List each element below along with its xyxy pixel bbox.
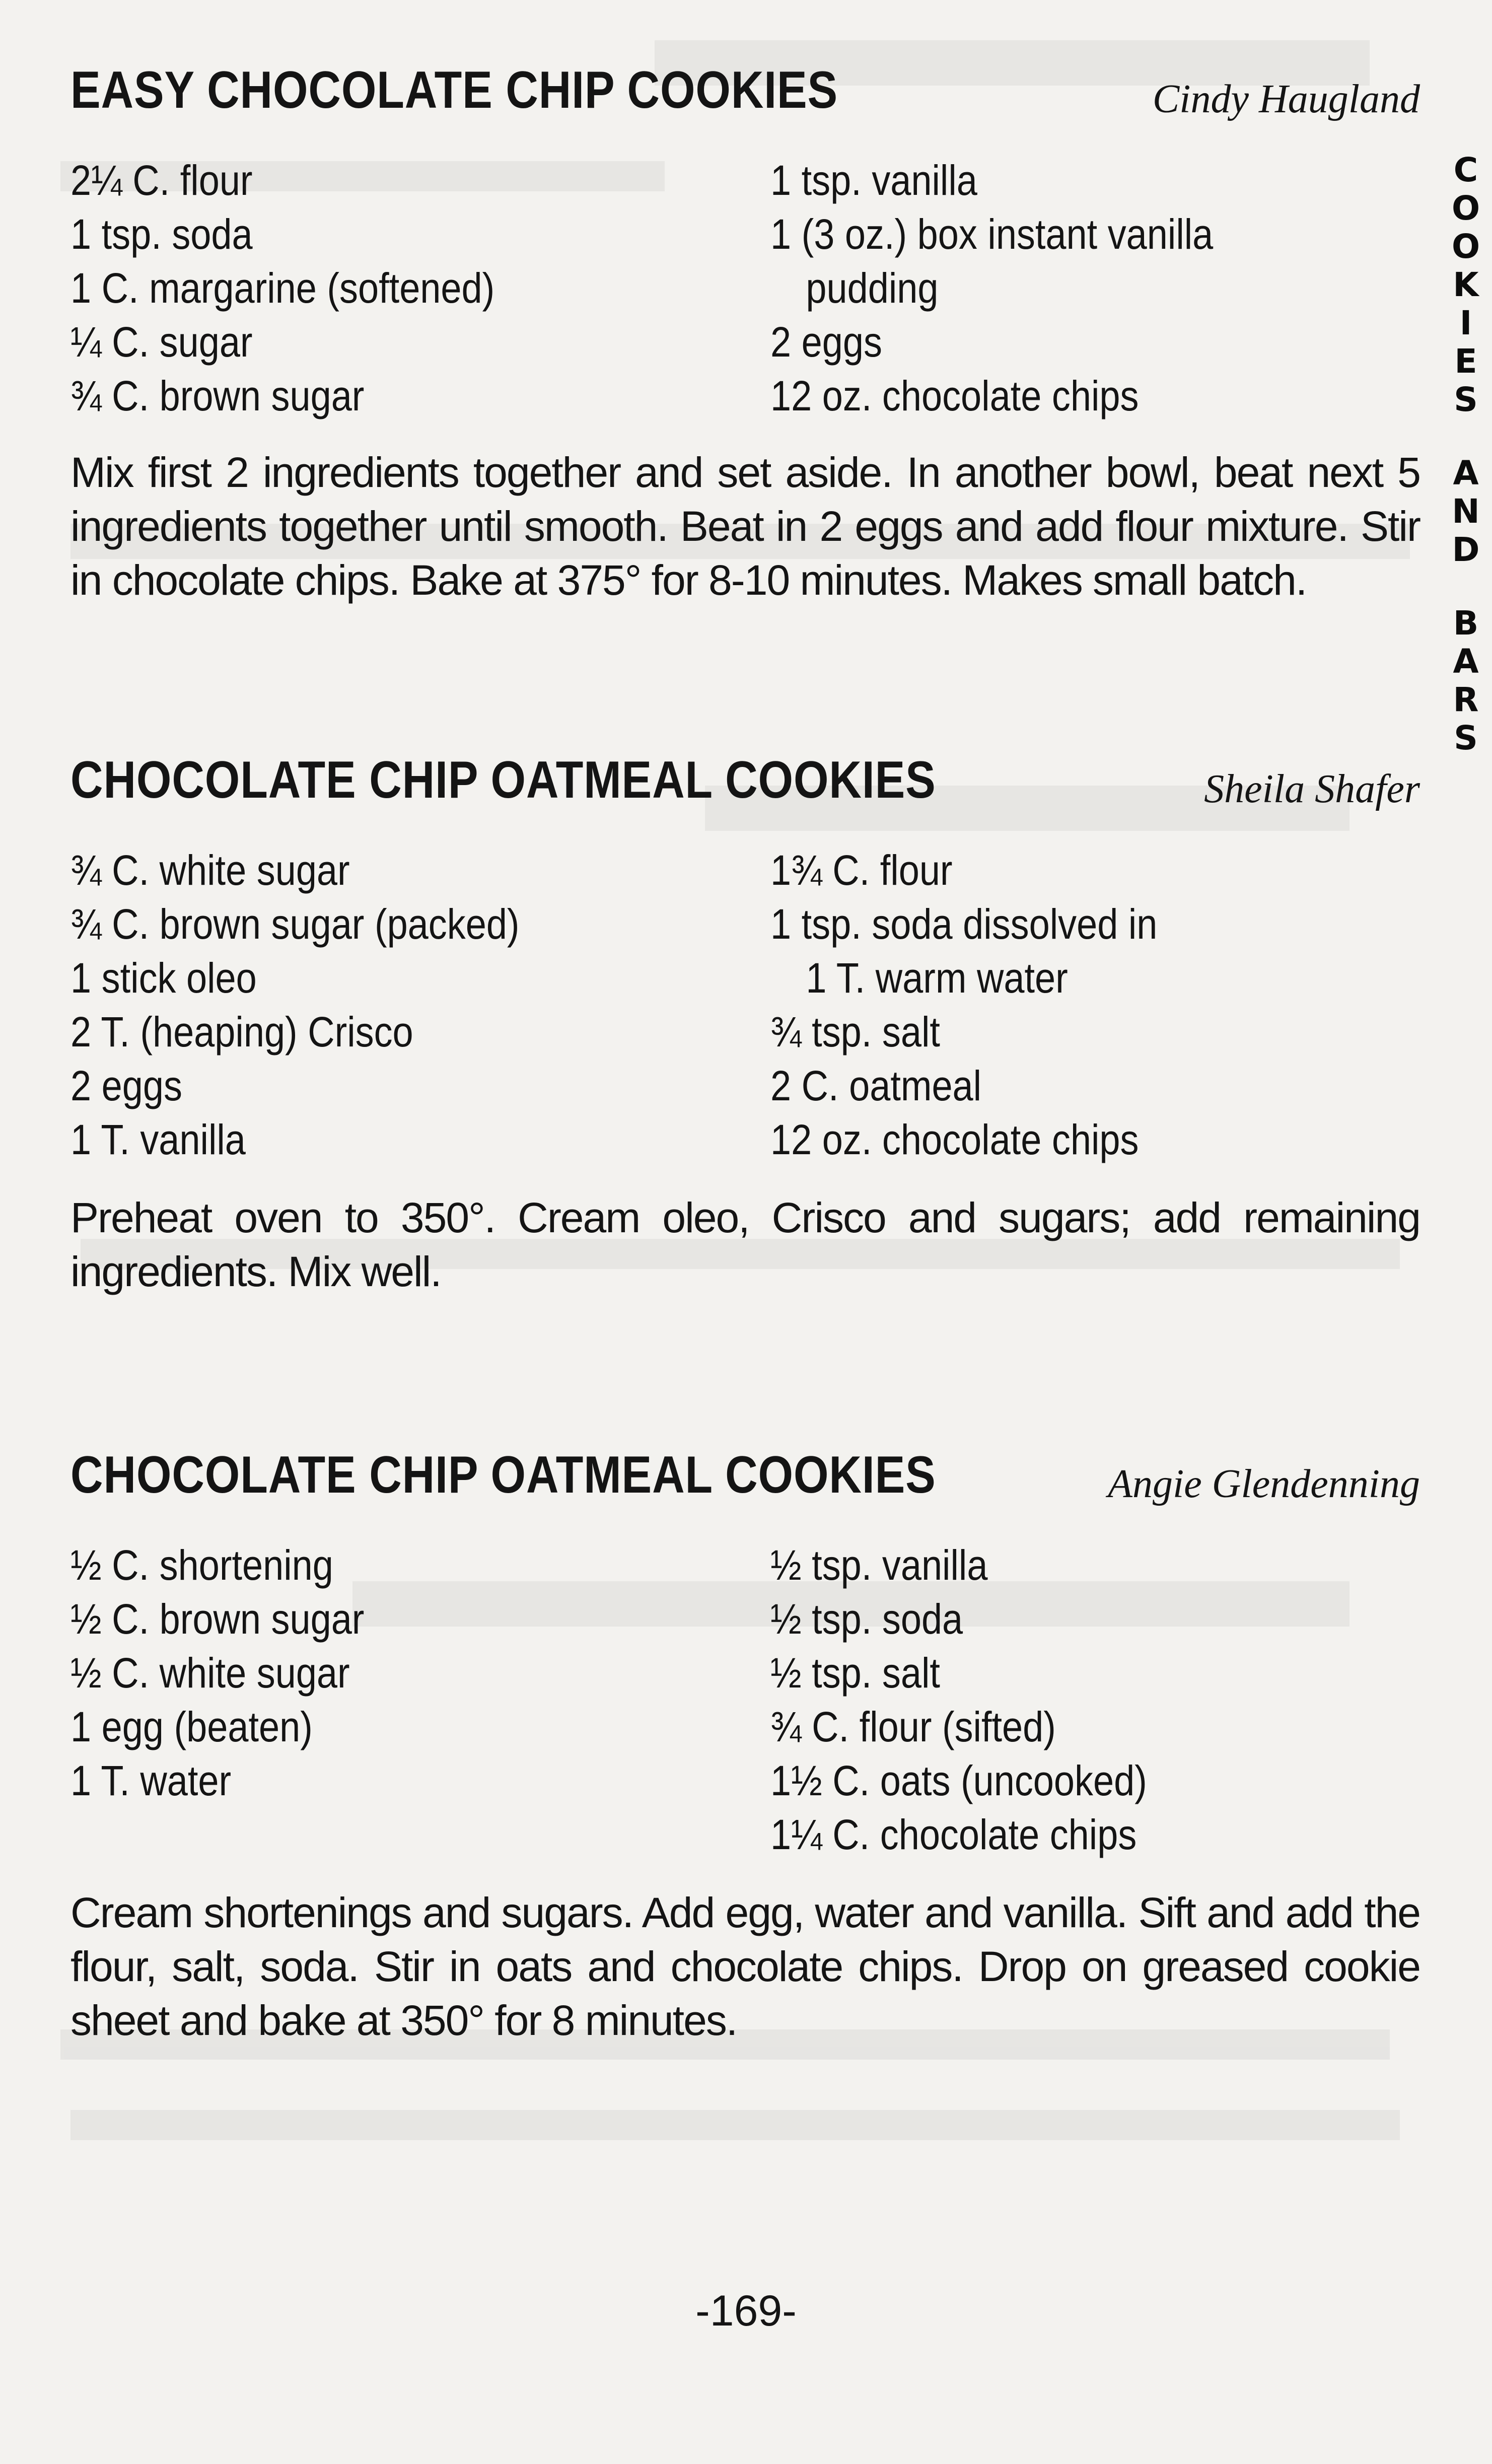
section-tab-letter: S <box>1454 719 1478 757</box>
ingredient: 1¾ C. flour <box>770 847 953 894</box>
ingredient: 2 T. (heaping) Crisco <box>70 1008 413 1055</box>
recipe-author: Sheila Shafer <box>1204 767 1420 811</box>
ingredient-continuation: 1 T. warm water <box>806 954 1068 1002</box>
ingredient: ½ tsp. vanilla <box>770 1541 988 1589</box>
section-tab-letter: K <box>1453 265 1479 304</box>
ingredients-right-column <box>770 843 1210 1167</box>
ingredients-left-column <box>70 843 581 1167</box>
section-tab-letter: I <box>1459 304 1472 342</box>
ingredients-list <box>70 154 1420 436</box>
ingredient: ¾ tsp. salt <box>770 1008 940 1055</box>
section-tab-letter: S <box>1454 380 1478 419</box>
ingredient: ¼ C. sugar <box>70 318 253 366</box>
ingredient: ½ C. white sugar <box>70 1649 350 1697</box>
recipe-directions: Preheat oven to 350°. Cream oleo, Crisco and sugars; add remaining ingredients. Mix well. <box>70 1194 1420 1295</box>
recipe-chocolate-chip-oatmeal-cookies-shafer <box>70 745 1420 1295</box>
ingredient: ¾ C. brown sugar <box>70 372 365 419</box>
section-tab-word <box>1448 454 1483 569</box>
ingredient-continuation: pudding <box>806 264 939 312</box>
ingredient: 1¼ C. chocolate chips <box>770 1811 1137 1858</box>
ingredient: ¾ C. flour (sifted) <box>770 1703 1056 1750</box>
ingredient: 1 tsp. soda dissolved in <box>770 900 1158 948</box>
recipe-chocolate-chip-oatmeal-cookies-glendenning <box>70 1440 1420 2044</box>
ingredient: 2 eggs <box>770 318 882 366</box>
ingredient: ½ tsp. salt <box>770 1649 940 1697</box>
ingredients-list <box>70 1538 1420 1881</box>
recipe-easy-chocolate-chip-cookies <box>70 55 1420 604</box>
section-tab-letter: D <box>1452 530 1480 569</box>
section-tab-letter: C <box>1453 151 1478 189</box>
section-tab <box>1448 151 1483 793</box>
ingredients-left-column <box>70 154 552 423</box>
section-tab-letter: B <box>1453 604 1479 643</box>
ingredients-left-column <box>70 1538 404 1808</box>
ingredients-right-column <box>770 1538 1198 1862</box>
ingredients-right-column <box>770 154 1273 423</box>
section-tab-letter: A <box>1453 642 1479 681</box>
ingredient: ¾ C. brown sugar (packed) <box>70 900 520 948</box>
ingredient: 1 T. water <box>70 1757 232 1804</box>
ingredient: 2 C. oatmeal <box>770 1062 982 1109</box>
section-tab-word <box>1448 151 1483 419</box>
ingredient: ½ C. brown sugar <box>70 1595 365 1643</box>
ingredient: 1 T. vanilla <box>70 1116 246 1163</box>
page-number: -169- <box>695 2287 797 2335</box>
ingredients-list <box>70 843 1420 1186</box>
section-tab-letter: E <box>1454 342 1477 381</box>
ingredient: 1 stick oleo <box>70 954 257 1002</box>
recipe-title: EASY CHOCOLATE CHIP COOKIES <box>70 61 838 119</box>
ingredient: 1 C. margarine (softened) <box>70 264 495 312</box>
recipe-directions: Mix first 2 ingredients together and set aside. In another bowl, beat next 5 ingredients together until smooth. Beat in 2 eggs and add flour mixture. Stir in chocolate chips. Bake at 375° for 8-10 minutes. Makes small batch. <box>70 449 1420 604</box>
section-tab-letter: R <box>1453 680 1479 719</box>
section-tab-word <box>1448 604 1483 757</box>
recipe-author: Cindy Haugland <box>1152 77 1420 121</box>
ingredient: ½ tsp. soda <box>770 1595 963 1643</box>
recipe-author: Angie Glendenning <box>1108 1462 1420 1506</box>
ingredient: 2¼ C. flour <box>70 157 253 204</box>
ingredient: 1 (3 oz.) box instant vanilla <box>770 210 1214 258</box>
recipe-title: CHOCOLATE CHIP OATMEAL COOKIES <box>70 751 936 809</box>
section-tab-letter: O <box>1451 189 1480 228</box>
recipe-title: CHOCOLATE CHIP OATMEAL COOKIES <box>70 1446 936 1504</box>
section-tab-letter: N <box>1452 492 1480 531</box>
ingredient: 1 tsp. soda <box>70 210 253 258</box>
ingredient: 2 eggs <box>70 1062 182 1109</box>
ingredient: ¾ C. white sugar <box>70 847 350 894</box>
ingredient: 12 oz. chocolate chips <box>770 1116 1139 1163</box>
ingredient: 1½ C. oats (uncooked) <box>770 1757 1147 1804</box>
ingredient: 1 tsp. vanilla <box>770 157 977 204</box>
ingredient: 1 egg (beaten) <box>70 1703 313 1750</box>
ingredient: ½ C. shortening <box>70 1541 333 1589</box>
ingredient: 12 oz. chocolate chips <box>770 372 1139 419</box>
recipe-directions: Cream shortenings and sugars. Add egg, water and vanilla. Sift and add the flour, salt, soda. Stir in oats and chocolate chips. Drop on greased cookie sheet and bake at 350° for 8 minutes. <box>70 1889 1420 2044</box>
section-tab-letter: O <box>1451 227 1480 266</box>
section-tab-letter: A <box>1453 454 1479 492</box>
